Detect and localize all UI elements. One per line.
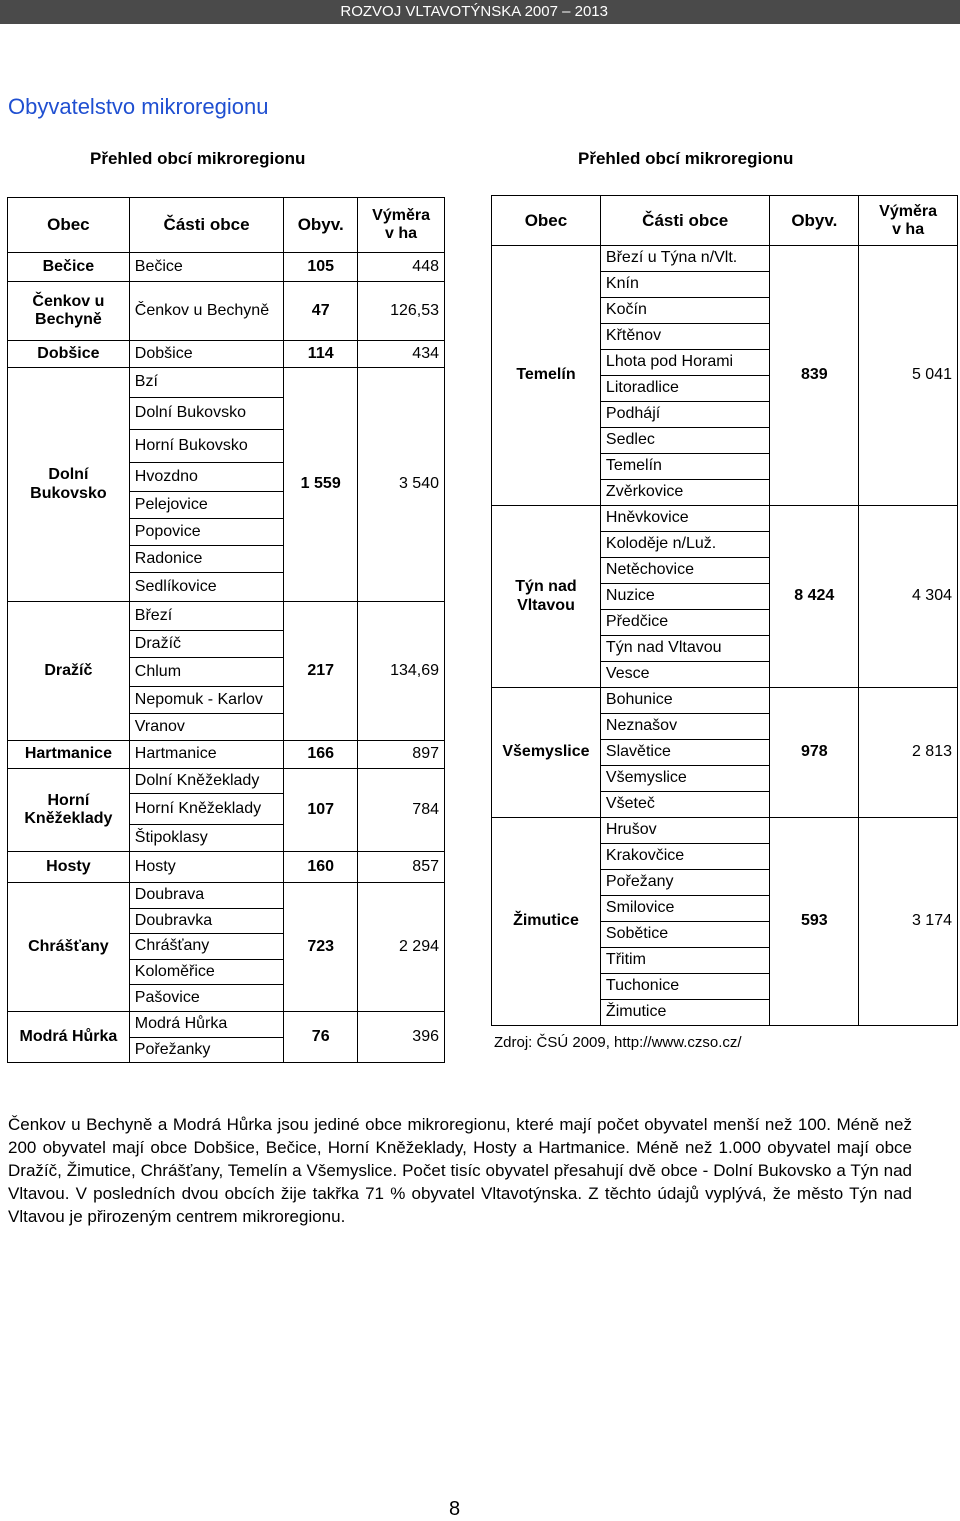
vymera-cell: 126,53 <box>358 282 445 341</box>
obyv-cell: 839 <box>770 246 859 506</box>
cast-cell: Dolní Bukovsko <box>129 398 283 430</box>
summary-paragraph: Čenkov u Bechyně a Modrá Hůrka jsou jediné obce mikroregionu, které mají počet obyvatel menší než 100. Méně než 200 obyvatel mají obce Dobšice, Bečice, Horní Kněžeklady, Hosty a Hartmanice. Méně než 1.000 obyvatel mají obce Dražíč, Žimutice, Chrášťany, Temelín a Všemyslice. Počet tisíc obyvatel přesahují dvě obce - Dolní Bukovsko a Týn nad Vltavou. V posledních dvou obcích žije takřka 71 % obyvatel Vltavotýnska. Z těchto údajů vyplývá, že město Týn nad Vltavou je přirozeným centrem mikroregionu. <box>8 1115 912 1226</box>
vymera-cell: 3 540 <box>358 368 445 602</box>
cast-cell: Horní Bukovsko <box>129 430 283 463</box>
cast-cell: Dražíč <box>129 631 283 658</box>
obyv-cell: 160 <box>284 852 358 883</box>
cast-cell: Březí u Týna n/Vlt. <box>600 246 770 272</box>
obyv-cell: 105 <box>284 253 358 282</box>
vymera-cell: 434 <box>358 341 445 368</box>
header-row <box>8 198 445 253</box>
cast-cell: Sedlec <box>600 428 770 454</box>
table-row <box>8 741 445 769</box>
obyv-cell: 76 <box>284 1012 358 1063</box>
table-row <box>492 506 958 532</box>
table-row <box>8 852 445 883</box>
vymera-cell: 857 <box>358 852 445 883</box>
cast-cell: Horní Kněžeklady <box>129 794 283 825</box>
cast-cell: Sedlíkovice <box>129 573 283 602</box>
cast-cell: Modrá Hůrka <box>129 1012 283 1038</box>
obec-cell: Dobšice <box>8 341 130 368</box>
header-row <box>492 196 958 246</box>
cast-cell: Doubrava <box>129 883 283 909</box>
cast-cell: Předčice <box>600 610 770 636</box>
cast-cell: Třitim <box>600 948 770 974</box>
header-obyv: Obyv. <box>284 198 358 253</box>
table-row <box>8 341 445 368</box>
vymera-cell: 2 813 <box>859 688 958 818</box>
header-obyv: Obyv. <box>770 196 859 246</box>
table-row <box>8 883 445 909</box>
obyv-cell: 217 <box>284 602 358 741</box>
header-vymera-line1: Výměra <box>372 207 430 225</box>
cast-cell: Hosty <box>129 852 283 883</box>
cast-cell: Pořežany <box>600 870 770 896</box>
obec-cell: Všemyslice <box>492 688 601 818</box>
cast-cell: Doubravka <box>129 909 283 934</box>
obec-cell: Hosty <box>8 852 130 883</box>
obec-cell: Hartmanice <box>8 741 130 769</box>
cast-cell: Slavětice <box>600 740 770 766</box>
obyv-cell: 8 424 <box>770 506 859 688</box>
municipalities-table-right <box>491 195 958 1026</box>
vymera-cell: 396 <box>358 1012 445 1063</box>
obyv-cell: 1 559 <box>284 368 358 602</box>
source-note: Zdroj: ČSÚ 2009, http://www.czso.cz/ <box>494 1034 742 1051</box>
cast-cell: Dolní Kněžeklady <box>129 769 283 794</box>
vymera-cell: 784 <box>358 769 445 852</box>
obec-cell: Bečice <box>8 253 130 282</box>
table-row <box>492 818 958 844</box>
section-title: Obyvatelstvo mikroregionu <box>8 94 269 119</box>
table-row <box>492 688 958 714</box>
vymera-cell: 448 <box>358 253 445 282</box>
vymera-cell: 897 <box>358 741 445 769</box>
obec-cell: Horní Kněžeklady <box>8 769 130 852</box>
cast-cell: Pašovice <box>129 985 283 1012</box>
subtitle-left: Přehled obcí mikroregionu <box>90 149 306 168</box>
vymera-cell: 134,69 <box>358 602 445 741</box>
header-vymera-line1: Výměra <box>879 202 937 220</box>
cast-cell: Krakovčice <box>600 844 770 870</box>
vymera-cell: 2 294 <box>358 883 445 1012</box>
obec-cell: Čenkov u Bechyně <box>8 282 130 341</box>
header-text: ROZVOJ VLTAVOTÝNSKA 2007 – 2013 <box>340 3 608 20</box>
obec-cell: Dolní Bukovsko <box>8 368 130 602</box>
cast-cell: Kočín <box>600 298 770 324</box>
obyv-cell: 114 <box>284 341 358 368</box>
header-casti: Části obce <box>129 198 283 253</box>
cast-cell: Zvěrkovice <box>600 480 770 506</box>
cast-cell: Hvozdno <box>129 463 283 492</box>
header-vymera-line2: v ha <box>892 220 925 238</box>
obyv-cell: 723 <box>284 883 358 1012</box>
cast-cell: Hartmanice <box>129 741 283 769</box>
table-row <box>8 602 445 631</box>
cast-cell: Litoradlice <box>600 376 770 402</box>
obec-cell: Temelín <box>492 246 601 506</box>
table-row <box>8 253 445 282</box>
vymera-cell: 5 041 <box>859 246 958 506</box>
cast-cell: Bzí <box>129 368 283 398</box>
cast-cell: Netěchovice <box>600 558 770 584</box>
obyv-cell: 166 <box>284 741 358 769</box>
cast-cell: Všemyslice <box>600 766 770 792</box>
cast-cell: Čenkov u Bechyně <box>129 282 283 341</box>
subtitle-right: Přehled obcí mikroregionu <box>578 149 794 168</box>
cast-cell: Radonice <box>129 546 283 573</box>
vymera-cell: 4 304 <box>859 506 958 688</box>
cast-cell: Tuchonice <box>600 974 770 1000</box>
cast-cell: Týn nad Vltavou <box>600 636 770 662</box>
table-row <box>492 246 958 272</box>
obec-cell: Dražíč <box>8 602 130 741</box>
cast-cell: Dobšice <box>129 341 283 368</box>
obyv-cell: 107 <box>284 769 358 852</box>
obec-cell: Modrá Hůrka <box>8 1012 130 1063</box>
header-vymera-line2: v ha <box>385 225 418 242</box>
cast-cell: Chrášťany <box>129 934 283 960</box>
obyv-cell: 978 <box>770 688 859 818</box>
table-row <box>8 769 445 794</box>
cast-cell: Vranov <box>129 714 283 741</box>
cast-cell: Pelejovice <box>129 492 283 519</box>
table-row <box>8 282 445 341</box>
header-vymera <box>358 198 445 253</box>
cast-cell: Lhota pod Horami <box>600 350 770 376</box>
cast-cell: Bečice <box>129 253 283 282</box>
cast-cell: Nepomuk - Karlov <box>129 687 283 714</box>
header-vymera <box>859 196 958 246</box>
cast-cell: Koloměřice <box>129 960 283 985</box>
page-number: 8 <box>449 1498 461 1520</box>
obec-cell: Žimutice <box>492 818 601 1026</box>
obec-cell: Týn nad Vltavou <box>492 506 601 688</box>
obec-cell: Chrášťany <box>8 883 130 1012</box>
cast-cell: Chlum <box>129 658 283 687</box>
cast-cell: Hněvkovice <box>600 506 770 532</box>
cast-cell: Sobětice <box>600 922 770 948</box>
obyv-cell: 47 <box>284 282 358 341</box>
cast-cell: Bohunice <box>600 688 770 714</box>
header-casti: Části obce <box>600 196 770 246</box>
cast-cell: Temelín <box>600 454 770 480</box>
cast-cell: Koloděje n/Luž. <box>600 532 770 558</box>
cast-cell: Žimutice <box>600 1000 770 1026</box>
cast-cell: Křtěnov <box>600 324 770 350</box>
cast-cell: Podhájí <box>600 402 770 428</box>
cast-cell: Všeteč <box>600 792 770 818</box>
page-header <box>0 0 960 24</box>
table-row <box>8 1012 445 1038</box>
cast-cell: Nuzice <box>600 584 770 610</box>
cast-cell: Smilovice <box>600 896 770 922</box>
cast-cell: Knín <box>600 272 770 298</box>
municipalities-table-left <box>7 197 445 1063</box>
vymera-cell: 3 174 <box>859 818 958 1026</box>
obyv-cell: 593 <box>770 818 859 1026</box>
cast-cell: Neznašov <box>600 714 770 740</box>
cast-cell: Březí <box>129 602 283 631</box>
cast-cell: Vesce <box>600 662 770 688</box>
header-obec: Obec <box>492 196 601 246</box>
table-row <box>8 368 445 398</box>
cast-cell: Hrušov <box>600 818 770 844</box>
cast-cell: Popovice <box>129 519 283 546</box>
cast-cell: Štipoklasy <box>129 825 283 852</box>
header-obec: Obec <box>8 198 130 253</box>
cast-cell: Pořežanky <box>129 1038 283 1063</box>
